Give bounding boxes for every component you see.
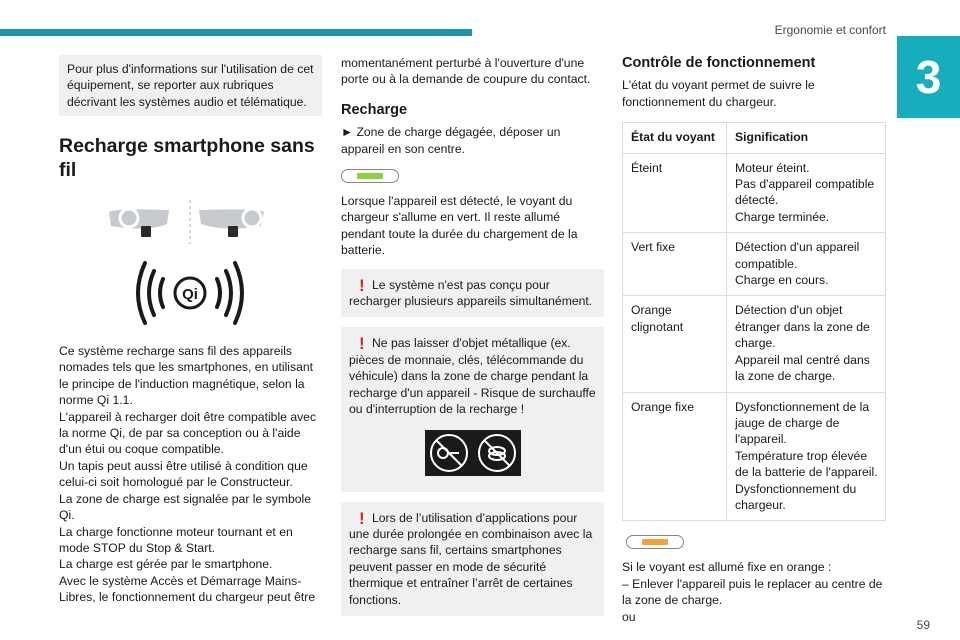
steering-wheel-icon xyxy=(109,209,169,237)
table-cell: Moteur éteint. Pas d'appareil compatible détecté. Charge terminée. xyxy=(735,160,875,224)
warning-text: Le système n'est pas conçu pour recharger plusieurs appareils simultanément. xyxy=(349,277,593,309)
page-number: 59 xyxy=(916,618,930,632)
warning-box xyxy=(341,327,604,491)
control-heading: Contrôle de fonctionnement xyxy=(622,55,816,71)
recharge-heading: Recharge xyxy=(341,101,408,118)
continued-text: momentanément perturbé à l'ouverture d'une porte ou à la demande de coupure du contact. xyxy=(341,56,591,87)
chapter-number-tab: 3 xyxy=(897,36,960,118)
prohibition-signs xyxy=(425,430,521,476)
orange-led-icon xyxy=(626,535,684,549)
info-box xyxy=(59,55,322,116)
table-row xyxy=(623,296,886,392)
detection-text: Lorsque l'appareil est détecté, le voyant du chargeur s'allume en vert. Il reste allumé pendant toute la durée du chargement de la batterie. xyxy=(341,194,578,258)
table-header-row xyxy=(623,123,886,153)
control-intro: L'état du voyant permet de suivre le fonctionnement du chargeur. xyxy=(622,78,815,109)
table-cell: Dysfonctionnement de la jauge de charge de l'appareil. Température trop élevée de la batterie de l'appareil. Dysfonctionnement du chargeur. xyxy=(735,399,878,512)
table-row xyxy=(623,233,886,296)
column-header: Signification xyxy=(727,123,886,153)
info-text: Pour plus d'informations sur l'utilisation de cet équipement, se reporter aux rubriques décrivant les systèmes audio et télématique. xyxy=(67,62,314,109)
steering-wheel-icon xyxy=(199,209,264,237)
table-cell: Orange clignotant xyxy=(631,303,684,334)
table-cell: Vert fixe xyxy=(631,240,676,255)
warning-text: Ne pas laisser d'objet métallique (ex. pièces de monnaie, clés, télécommande du véhicule) dans la zone de charge pendant la recharge d'un appareil - Risque de surchauffe ou d'interruption de la recharge ! xyxy=(349,336,596,417)
step-text: ► Zone de charge dégagée, déposer un appareil en son centre. xyxy=(341,125,561,156)
orange-instructions: Si le voyant est allumé fixe en orange : – Enlever l'appareil puis le replacer au centre de la zone de charge. ou xyxy=(622,560,883,624)
warning-text: Lors de l’utilisation d’applications pour une durée prolongée en combinaison avec la recharge sans fil, certains smartphones peuvent passer en mode de sécurité thermique et entraîner l’arrêt de certaines fonctions. xyxy=(349,510,593,607)
column-header: État du voyant xyxy=(623,123,727,153)
table-cell: Éteint xyxy=(631,160,663,175)
section-heading: Recharge smartphone sans fil xyxy=(59,135,315,182)
led-state-table xyxy=(622,122,886,521)
table-row xyxy=(623,392,886,521)
dashboard-illustration xyxy=(59,198,322,248)
svg-text:Qi: Qi xyxy=(182,285,198,303)
table-cell: Détection d'un appareil compatible. Charge en cours. xyxy=(735,240,860,288)
warning-icon: ! xyxy=(359,334,365,354)
warning-icon: ! xyxy=(359,508,365,528)
warning-box xyxy=(341,269,604,318)
header-accent-bar xyxy=(0,29,472,36)
column-2 xyxy=(341,55,604,616)
no-keys-icon xyxy=(430,434,468,472)
green-led-icon xyxy=(341,169,399,183)
table-row xyxy=(623,153,886,233)
no-coins-icon xyxy=(478,434,516,472)
column-1 xyxy=(59,55,322,606)
column-3 xyxy=(622,55,886,625)
qi-wireless-icon xyxy=(59,257,322,329)
table-cell: Orange fixe xyxy=(631,399,695,414)
body-text: Ce système recharge sans fil des appareils nomades tels que les smartphones, en utilisant le principe de l'induction magnétique, selon la norme Qi 1.1. L'appareil à recharger doit être compatible avec la norme Qi, de par sa conception ou à l'aide d'un étui ou coque compatible. Un tapis peut aussi être utilisé à condition que celui-ci soit homologué par le Constructeur. La zone de charge est signalée par le symbole Qi. La charge fonctionne moteur tournant et en mode STOP du Stop & Start. La charge est gérée par le smartphone. Avec le système Accès et Démarrage Mains-Libres, le fonctionnement du chargeur peut être xyxy=(59,344,317,605)
table-cell: Détection d'un objet étranger dans la zone de charge. Appareil mal centré dans la zone de charge. xyxy=(735,303,870,384)
warning-box xyxy=(341,502,604,616)
warning-icon: ! xyxy=(359,275,365,295)
chapter-title: Ergonomie et confort xyxy=(774,23,886,37)
